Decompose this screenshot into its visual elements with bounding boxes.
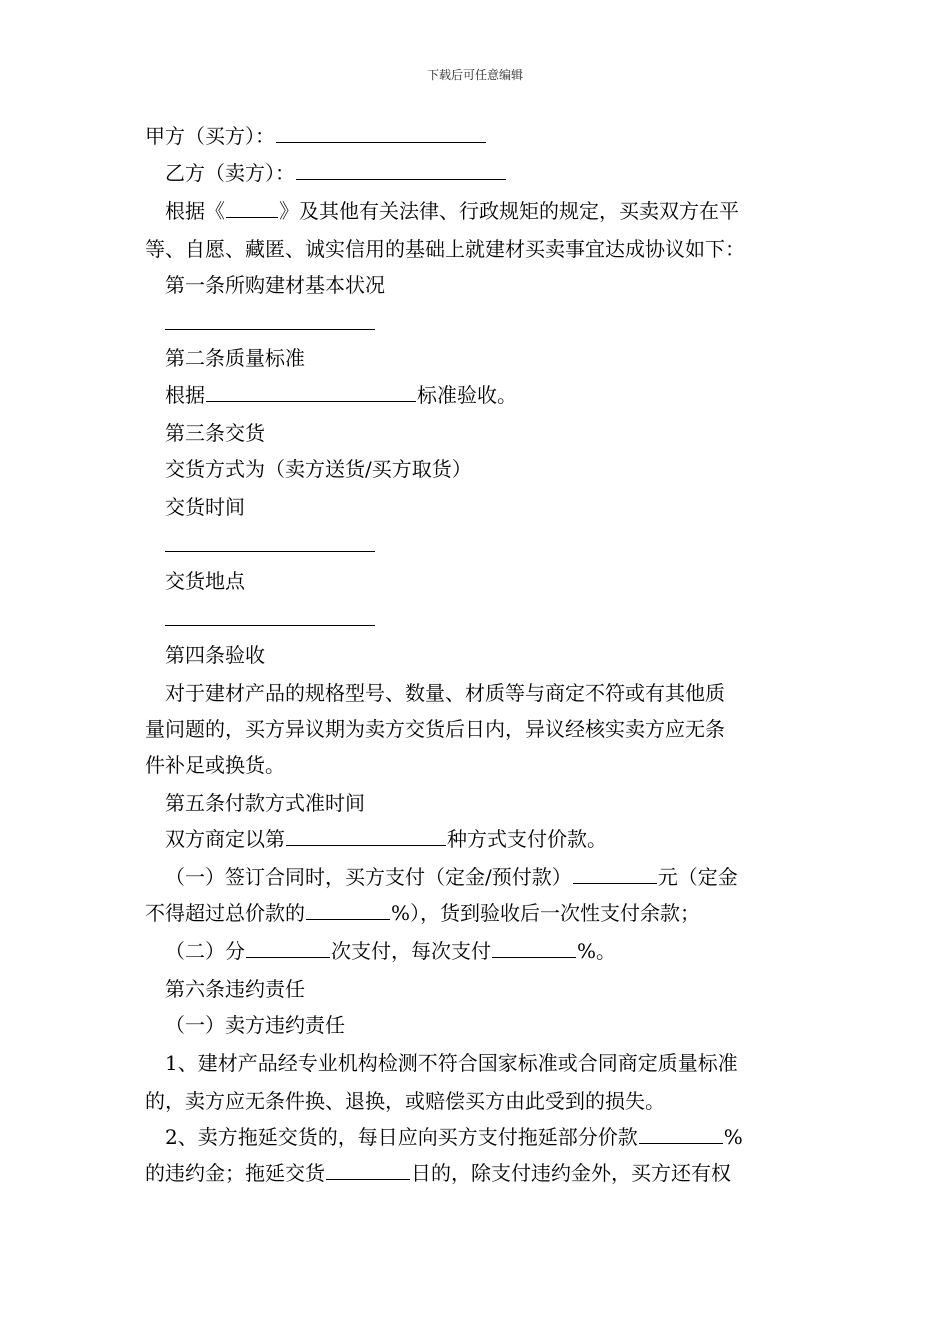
liability-item-2-text-d: 日的，除支付违约金外，买方还有权 — [411, 1161, 731, 1185]
party-b-label: 乙方（卖方）： — [165, 161, 295, 185]
payment-option-2-text-a: （二）分 — [165, 939, 245, 963]
party-a-line — [145, 124, 487, 148]
standard-text-b: 标准验收。 — [417, 383, 517, 407]
party-a-blank — [276, 124, 486, 143]
payment-method-text-a: 双方商定以第 — [165, 827, 285, 851]
liability-item-1-line-1: 1、建材产品经专业机构检测不符合国家标准或合同商定质量标准 — [165, 1051, 738, 1075]
liability-item-2-text-a: 2、卖方拖延交货的，每日应向买方支付拖延部分价款 — [165, 1125, 638, 1149]
delivery-place-label: 交货地点 — [165, 569, 245, 593]
acceptance-line-2: 量问题的，买方异议期为卖方交货后日内，异议经核实卖方应无条 — [145, 717, 725, 741]
delivery-method-line: 交货方式为（卖方送货/买方取货） — [165, 457, 472, 481]
late-days-blank — [326, 1161, 410, 1180]
delivery-place-blank — [165, 625, 375, 626]
standard-text-a: 根据 — [165, 383, 205, 407]
article-5-heading: 第五条付款方式准时间 — [165, 791, 365, 815]
law-name-blank — [226, 199, 278, 218]
standard-blank — [206, 383, 416, 402]
payment-option-2-line — [165, 939, 616, 963]
page-header: 下载后可任意编辑 — [426, 68, 523, 82]
basis-line-2: 等、自愿、藏匿、诚实信用的基础上就建材买卖事宜达成协议如下： — [145, 237, 745, 261]
payment-option-1-text-d: %），货到验收后一次性支付余款； — [391, 901, 701, 925]
standard-line — [165, 383, 517, 407]
deposit-amount-blank — [573, 865, 657, 884]
late-penalty-percent-blank — [639, 1125, 723, 1144]
payment-option-1-text-c: 不得超过总价款的 — [145, 901, 305, 925]
basis-text-a: 根据《 — [165, 199, 225, 223]
payment-method-text-b: 种方式支付价款。 — [447, 827, 607, 851]
payment-option-1-text-a: （一）签订合同时，买方支付（定金/预付款） — [165, 865, 572, 889]
party-b-line — [165, 161, 507, 185]
party-b-blank — [296, 161, 506, 180]
payment-method-blank — [286, 827, 446, 846]
basis-line-1 — [165, 199, 739, 223]
party-a-label: 甲方（买方）： — [145, 124, 275, 148]
installment-percent-blank — [492, 939, 576, 958]
article-1-heading: 第一条所购建材基本状况 — [165, 273, 385, 297]
article-4-heading: 第四条验收 — [165, 643, 265, 667]
liability-item-2-text-b: % — [723, 1125, 743, 1149]
article-6-heading: 第六条违约责任 — [165, 977, 305, 1001]
article-3-heading: 第三条交货 — [165, 421, 265, 445]
payment-option-2-text-c: %。 — [577, 939, 617, 963]
payment-option-1-line-1 — [165, 865, 738, 889]
seller-liability-heading: （一）卖方违约责任 — [165, 1013, 345, 1037]
article-2-heading: 第二条质量标准 — [165, 346, 305, 370]
payment-method-line — [165, 827, 607, 851]
acceptance-line-3: 件补足或换货。 — [145, 753, 285, 777]
payment-option-1-line-2 — [145, 901, 700, 925]
deposit-percent-blank — [306, 901, 390, 920]
delivery-time-blank — [165, 551, 375, 552]
article-1-blank — [165, 329, 375, 330]
acceptance-line-1: 对于建材产品的规格型号、数量、材质等与商定不符或有其他质 — [165, 681, 725, 705]
installment-count-blank — [246, 939, 330, 958]
payment-option-1-text-b: 元（定金 — [657, 865, 738, 889]
liability-item-1-line-2: 的，卖方应无条件换、退换，或赔偿买方由此受到的损失。 — [145, 1089, 665, 1113]
delivery-time-label: 交货时间 — [165, 495, 245, 519]
basis-text-b: 》及其他有关法律、行政规矩的规定，买卖双方在平 — [279, 199, 739, 223]
liability-item-2-text-c: 的违约金；拖延交货 — [145, 1161, 325, 1185]
liability-item-2-line-2 — [145, 1161, 731, 1185]
payment-option-2-text-b: 次支付，每次支付 — [331, 939, 491, 963]
liability-item-2-line-1 — [165, 1125, 743, 1149]
